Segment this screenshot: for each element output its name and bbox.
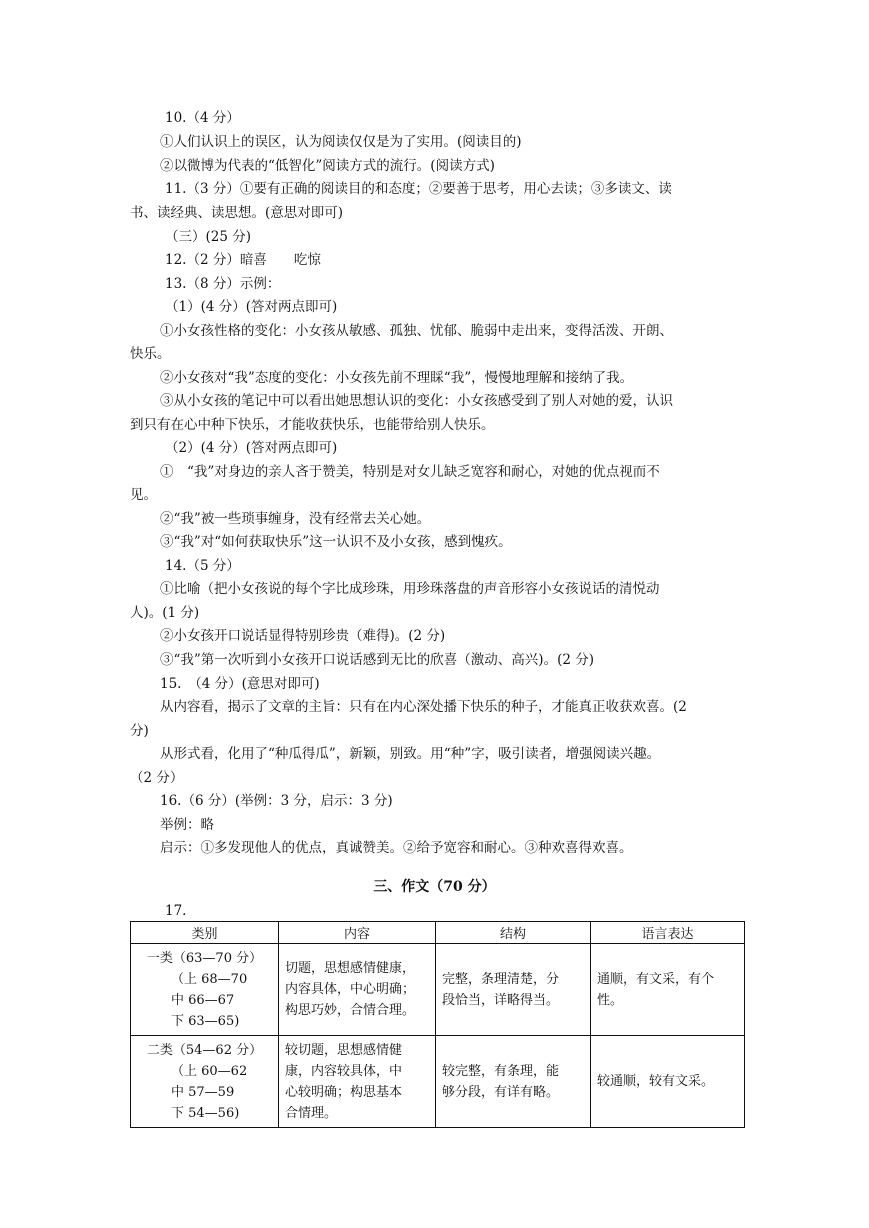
table-row [131,1036,745,1128]
answer-line: （三）(25 分) [165,229,252,245]
section-title: 三、作文（70 分） [373,879,496,895]
cell-text-line: 下 63—65) [171,1014,240,1029]
answer-line: （2 分） [130,770,184,786]
content-cell [279,944,436,1036]
answer-line: 到只有在心中种下快乐，才能收获快乐，也能带给别人快乐。 [130,417,495,433]
answer-line: 书、读经典、读思想。(意思对即可) [130,205,344,221]
cell-text-line: （上 68—70 [171,972,248,987]
answer-line: 16.（6 分）(举例：3 分，启示：3 分) [160,793,393,809]
cell-text-line: 中 57—59 [171,1085,235,1100]
answer-line: 人)。(1 分) [130,605,200,621]
question-17-label: 17. [165,903,187,919]
structure-cell [436,944,591,1036]
answer-line: ②“我”被一些琐事缠身，没有经常去关心她。 [160,511,431,527]
answer-line: 见。 [130,487,157,503]
table-header-row [131,922,745,944]
answer-line: 15. （4 分）(意思对即可) [160,676,320,692]
header-content: 内容 [279,922,436,944]
cell-text-line: 完整，条理清楚，分 [442,971,560,987]
answer-line: 举例：略 [160,817,214,833]
content-cell [279,1036,436,1128]
cell-text-line: 康，内容较具体，中 [285,1063,403,1079]
answer-line: 从形式看，化用了“种瓜得瓜”，新颖，别致。用“种”字，吸引读者，增强阅读兴趣。 [160,746,661,762]
cell-text-line: 切题，思想感情健康， [285,961,416,976]
answer-line: 分) [130,723,149,739]
answer-line: ① “我”对身边的亲人吝于赞美，特别是对女儿缺乏宽容和耐心，对她的优点视而不 [160,464,660,480]
answer-line: 快乐。 [130,346,171,362]
answer-line: ③“我”第一次听到小女孩开口说话感到无比的欣喜（激动、高兴)。(2 分) [160,652,594,668]
answer-line: ①人们认识上的误区，认为阅读仅仅是为了实用。(阅读目的) [160,134,522,150]
cell-text-line: 较切题，思想感情健 [285,1042,403,1058]
structure-cell [436,1036,591,1128]
answer-line: ③从小女孩的笔记中可以看出她思想认识的变化：小女孩感受到了别人对她的爱，认识 [160,393,673,409]
cell-text-line: 性。 [597,992,624,1008]
answer-line: 13.（8 分）示例： [165,276,281,292]
answer-line: ②小女孩开口说话显得特别珍贵（难得)。(2 分) [160,628,446,644]
cell-text-line: 心较明确；构思基本 [285,1084,403,1100]
table-row [131,944,745,1036]
grading-table [130,921,745,1128]
header-structure: 结构 [436,922,591,944]
answer-line: 启示：①多发现他人的优点，真诚赞美。②给予宽容和耐心。③种欢喜得欢喜。 [160,840,633,856]
answer-line: 10.（4 分） [165,110,240,126]
cell-text-line: 够分段，有详有略。 [442,1084,560,1100]
cell-text-line: 较通顺，较有文采。 [597,1074,715,1089]
language-cell [591,944,745,1036]
cell-text-line: 下 54—56) [171,1106,240,1121]
cell-text-line: 合情理。 [285,1105,338,1121]
cell-text-line: （上 60—62 [171,1064,248,1079]
cell-text-line: 通顺，有文采，有个 [597,971,715,987]
answer-line: 14.（5 分） [165,558,240,574]
cell-text-line: 二类（54—62 分） [146,1043,263,1058]
answer-line: （1）(4 分）(答对两点即可) [165,299,338,315]
answer-line: 11.（3 分）①要有正确的阅读目的和态度；②要善于思考，用心去读；③多读文、读 [165,181,672,197]
cell-text-line: 构思巧妙，合情合理。 [285,1003,416,1018]
header-language: 语言表达 [591,922,745,944]
answer-line: ①比喻（把小女孩说的每个字比成珍珠，用珍珠落盘的声音形容小女孩说话的清悦动 [160,581,660,597]
category-cell [131,944,279,1036]
language-cell [591,1036,745,1128]
answer-line: ③“我”对“如何获取快乐”这一认识不及小女孩，感到愧疚。 [160,534,512,550]
category-cell [131,1036,279,1128]
cell-text-line: 内容具体，中心明确； [285,982,416,997]
answer-line: ②以微博为代表的“低智化”阅读方式的流行。(阅读方式) [160,158,495,174]
answer-line: ②小女孩对“我”态度的变化：小女孩先前不理睬“我”，慢慢地理解和接纳了我。 [160,370,634,386]
cell-text-line: 较完整，有条理，能 [442,1063,560,1079]
header-category: 类别 [131,922,279,944]
answer-line: 12.（2 分）暗喜 吃惊 [165,252,321,268]
cell-text-line: 中 66—67 [171,993,235,1008]
cell-text-line: 一类（63—70 分） [146,951,263,966]
answer-line: ①小女孩性格的变化：小女孩从敏感、孤独、忧郁、脆弱中走出来，变得活泼、开朗、 [160,323,673,339]
answer-line: 从内容看，揭示了文章的主旨：只有在内心深处播下快乐的种子，才能真正收获欢喜。(2 [160,699,687,715]
cell-text-line: 段恰当，详略得当。 [442,992,560,1008]
answer-line: （2）(4 分）(答对两点即可) [165,440,338,456]
